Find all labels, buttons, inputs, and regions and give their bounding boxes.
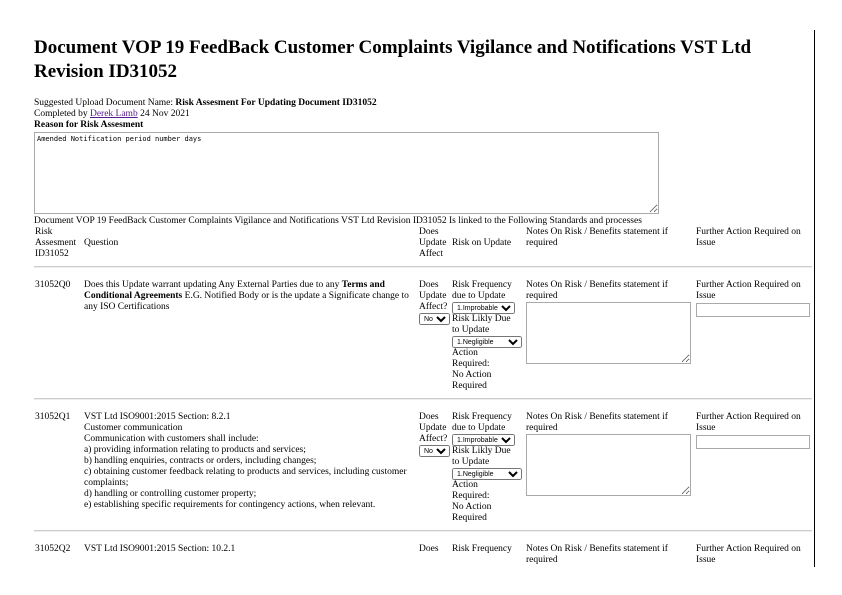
question-text: E.G. Notified Body or is the update a Significate change to any ISO Certifications <box>84 291 409 312</box>
notes-textarea[interactable] <box>526 302 691 364</box>
frequency-label: Risk Frequency <box>452 280 512 290</box>
action-value: No Action <box>452 502 492 512</box>
upload-name-line <box>34 98 812 109</box>
frequency-label: due to Update <box>452 423 506 433</box>
further-action-input[interactable] <box>696 435 810 449</box>
row-separator <box>34 524 812 538</box>
row-notes <box>525 274 695 392</box>
notes-label: Notes On Risk / Benefits statement if required <box>526 412 668 433</box>
question-text: Does this Update warrant updating Any External Parties due to any <box>84 280 342 290</box>
action-label: Required: <box>452 359 490 369</box>
header-id-line: ID31052 <box>35 249 69 259</box>
row-affect <box>418 406 451 524</box>
question-line: VST Ltd ISO9001:2015 Section: 10.2.1 <box>84 544 236 554</box>
separator-line <box>34 398 812 400</box>
row-affect <box>418 538 451 566</box>
table-header-row <box>34 227 812 260</box>
header-risk-on-update <box>451 227 525 260</box>
row-separator <box>34 392 812 406</box>
page-content <box>34 36 812 566</box>
separator-line <box>34 266 812 268</box>
table-row <box>34 538 812 566</box>
header-does-line: Affect <box>419 249 444 259</box>
affect-label: Affect? <box>419 302 448 312</box>
header-question-text: Question <box>84 238 119 248</box>
question-line: b) handling enquiries, contracts or orders, including changes; <box>84 456 317 466</box>
action-value: Required <box>452 381 487 391</box>
notes-label: Notes On Risk / Benefits statement if required <box>526 544 668 565</box>
question-bold-text: Terms and Conditional Agreements <box>84 280 385 301</box>
header-risk-text: Risk on Update <box>452 238 512 248</box>
row-affect <box>418 274 451 392</box>
question-line: a) providing information relating to products and services; <box>84 445 306 455</box>
header-id <box>34 227 83 260</box>
action-value: No Action <box>452 370 492 380</box>
further-action-label: Further Action Required on Issue <box>696 544 801 565</box>
row-question <box>83 406 418 524</box>
further-action-input[interactable] <box>696 303 810 317</box>
frequency-label: due to Update <box>452 291 506 301</box>
affect-label: Does <box>419 412 439 422</box>
assessment-meta <box>34 98 812 131</box>
completed-date: 24 Nov 2021 <box>140 109 190 119</box>
affect-label: Does <box>419 280 439 290</box>
affect-select[interactable] <box>419 313 450 325</box>
question-line: e) establishing specific requirements for contingency actions, when relevant. <box>84 500 376 510</box>
likelihood-label: to Update <box>452 325 490 335</box>
row-id: 31052Q0 <box>35 280 71 290</box>
frequency-label: Risk Frequency <box>452 544 512 554</box>
row-separator <box>34 260 812 274</box>
affect-label: Update <box>419 423 447 433</box>
header-does-line: Does <box>419 227 439 237</box>
question-line: Communication with customers shall include: <box>84 434 259 444</box>
notes-textarea[interactable] <box>526 434 691 496</box>
row-question <box>83 538 418 566</box>
table-row <box>34 274 812 392</box>
affect-label: Does <box>419 544 439 554</box>
likelihood-label: Risk Likly Due <box>452 314 511 324</box>
row-risk <box>451 274 525 392</box>
frequency-label: Risk Frequency <box>452 412 512 422</box>
header-does-line: Update <box>419 238 447 248</box>
page-title: Document VOP 19 FeedBack Customer Complaints Vigilance and Notifications VST Ltd Revision ID31052 <box>34 37 752 82</box>
row-risk <box>451 406 525 524</box>
notes-label: Notes On Risk / Benefits statement if required <box>526 280 668 301</box>
frequency-select[interactable] <box>452 434 515 446</box>
row-risk <box>451 538 525 566</box>
frequency-select[interactable] <box>452 302 515 314</box>
header-question <box>83 227 418 260</box>
risk-assessment-table <box>34 227 812 566</box>
further-action-label: Further Action Required on Issue <box>696 412 801 433</box>
reason-label: Reason for Risk Assesment <box>34 120 144 130</box>
header-id-line: Risk <box>35 227 53 237</box>
likelihood-label: Risk Likly Due <box>452 446 511 456</box>
row-further-action <box>695 538 812 566</box>
action-label: Required: <box>452 491 490 501</box>
likelihood-label: to Update <box>452 457 490 467</box>
upload-name-label: Suggested Upload Document Name: <box>34 98 174 108</box>
action-label: Action <box>452 348 478 358</box>
header-notes: Notes On Risk / Benefits statement if required <box>526 227 668 248</box>
completed-by-label: Completed by <box>34 109 88 119</box>
upload-name-value: Risk Assesment For Updating Document ID31052 <box>175 98 377 108</box>
row-question <box>83 274 418 392</box>
row-further-action <box>695 274 812 392</box>
action-value: Required <box>452 513 487 523</box>
header-further-action: Further Action Required on Issue <box>696 227 801 248</box>
page-right-border <box>814 30 815 567</box>
row-id: 31052Q2 <box>35 544 71 554</box>
row-notes <box>525 406 695 524</box>
affect-select[interactable] <box>419 445 450 457</box>
question-line: d) handling or controlling customer property; <box>84 489 257 499</box>
affect-label: Affect? <box>419 434 448 444</box>
further-action-label: Further Action Required on Issue <box>696 280 801 301</box>
row-id: 31052Q1 <box>35 412 71 422</box>
separator-line <box>34 530 812 532</box>
linked-standards-text: Document VOP 19 FeedBack Customer Complaints Vigilance and Notifications VST Ltd Revision ID31052 Is linked to the Following Standards and processes <box>34 216 642 226</box>
reason-textarea[interactable] <box>34 132 659 214</box>
author-link[interactable]: Derek Lamb <box>89 109 138 119</box>
likelihood-select[interactable] <box>452 468 522 480</box>
header-does-update-affect <box>418 227 451 260</box>
question-line: Customer communication <box>84 423 183 433</box>
completed-by-line <box>34 109 812 120</box>
action-label: Action <box>452 480 478 490</box>
table-row <box>34 406 812 524</box>
question-line: c) obtaining customer feedback relating to products and services, including customer complaints; <box>84 467 407 488</box>
likelihood-select[interactable] <box>452 336 522 348</box>
header-id-line: Assesment <box>35 238 77 248</box>
row-further-action <box>695 406 812 524</box>
affect-label: Update <box>419 291 447 301</box>
row-notes <box>525 538 695 566</box>
question-line: VST Ltd ISO9001:2015 Section: 8.2.1 <box>84 412 231 422</box>
